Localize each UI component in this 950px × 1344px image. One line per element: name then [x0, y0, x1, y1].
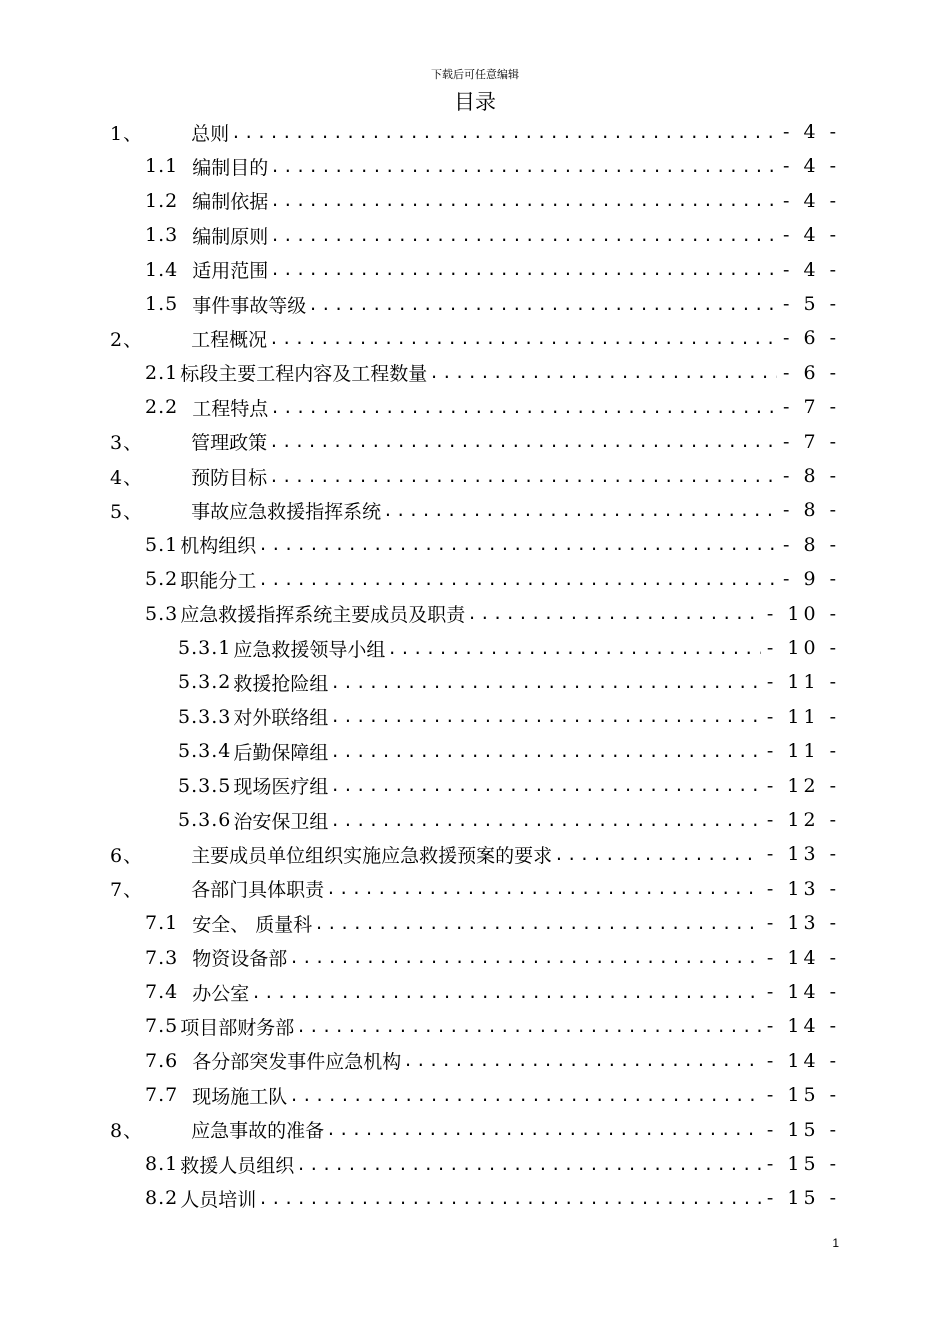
toc-entry[interactable]: [145, 1181, 840, 1215]
toc-entry-label: 编制依据: [192, 191, 269, 214]
toc-leader-dots: [330, 673, 761, 692]
toc-leader-dots: [270, 226, 777, 245]
toc-leader-dots: [326, 1120, 761, 1139]
toc-entry-number: 1.2: [145, 189, 179, 212]
toc-entry-number: 7.7: [145, 1084, 179, 1107]
toc-entry-page: - 15 -: [766, 1187, 840, 1210]
toc-entry[interactable]: [178, 803, 840, 837]
toc-entry[interactable]: [145, 1044, 840, 1078]
toc-entry-number: 5.3.3: [178, 705, 232, 728]
toc-leader-dots: [383, 501, 777, 520]
toc-entry[interactable]: [145, 528, 840, 562]
toc-entry-label: 项目部财务部: [180, 1016, 295, 1039]
toc-leader-dots: [326, 879, 761, 898]
toc-entry-label: 主要成员单位组织实施应急救援预案的要求: [191, 844, 553, 867]
toc-entry-number: 5.3.1: [178, 637, 232, 659]
toc-entry[interactable]: [178, 769, 840, 803]
toc-entry-number: 4、: [110, 466, 144, 489]
toc-entry-page: - 7 -: [782, 430, 840, 453]
toc-entry-page: - 11 -: [766, 740, 840, 763]
toc-leader-dots: [270, 157, 777, 176]
toc-entry-number: 5.3.4: [178, 740, 232, 763]
toc-entry-label: 现场施工队: [192, 1085, 288, 1108]
toc-entry-page: - 5 -: [782, 293, 840, 315]
toc-entry-page: - 13 -: [766, 912, 840, 935]
toc-entry[interactable]: [178, 700, 840, 734]
toc-entry-label: 各部门具体职责: [191, 879, 325, 902]
toc-entry-page: - 4 -: [782, 224, 840, 247]
toc-entry-label: 治安保卫组: [233, 810, 329, 833]
toc-entry-page: - 15 -: [766, 1153, 840, 1175]
toc-entry-number: 1.1: [145, 155, 179, 178]
toc-entry[interactable]: [145, 218, 840, 252]
toc-entry-page: - 6 -: [782, 327, 840, 350]
toc-leader-dots: [296, 1017, 761, 1036]
toc-entry-page: - 4 -: [782, 155, 840, 178]
toc-entry-label: 职能分工: [180, 569, 257, 592]
toc-entry-page: - 4 -: [782, 189, 840, 212]
toc-entry-page: - 11 -: [766, 705, 840, 728]
toc-title: 目录: [454, 90, 496, 114]
toc-entry[interactable]: [145, 975, 840, 1009]
toc-entry-page: - 10 -: [766, 637, 840, 659]
toc-entry[interactable]: [110, 1113, 840, 1147]
toc-entry-number: 1、: [110, 122, 144, 145]
toc-entry-number: 5.1: [145, 533, 179, 556]
toc-entry[interactable]: [110, 459, 840, 493]
toc-entry-label: 物资设备部: [192, 948, 288, 971]
page-number: 1: [832, 1236, 839, 1250]
toc-entry-label: 标段主要工程内容及工程数量: [180, 363, 428, 386]
toc-entry-page: - 12 -: [766, 774, 840, 797]
toc-leader-dots: [330, 742, 761, 761]
toc-leader-dots: [289, 948, 761, 967]
toc-entry-page: - 13 -: [766, 877, 840, 900]
toc-entry-page: - 6 -: [782, 361, 840, 384]
toc-entry-label: 应急救援指挥系统主要成员及职责: [180, 604, 466, 627]
toc-entry-page: - 10 -: [766, 602, 840, 625]
toc-leader-dots: [269, 432, 777, 451]
toc-entry-number: 8.2: [145, 1187, 179, 1210]
toc-entry-label: 预防目标: [191, 466, 268, 489]
toc-leader-dots: [387, 639, 761, 658]
toc-entry-label: 现场医疗组: [233, 776, 329, 799]
toc-entry[interactable]: [145, 906, 840, 940]
toc-entry[interactable]: [110, 493, 840, 527]
toc-entry-page: - 12 -: [766, 809, 840, 831]
toc-entry-number: 5.3.6: [178, 809, 232, 831]
toc-entry[interactable]: [178, 631, 840, 665]
toc-entry-page: - 8 -: [782, 465, 840, 487]
toc-entry[interactable]: [145, 597, 840, 631]
toc-entry-page: - 11 -: [766, 671, 840, 694]
toc-entry-number: 5、: [110, 500, 144, 523]
toc-entry[interactable]: [110, 115, 840, 149]
toc-entry-number: 2、: [110, 328, 144, 351]
toc-entry-label: 救援人员组织: [180, 1154, 295, 1177]
toc-leader-dots: [314, 914, 761, 933]
toc-entry-number: 3、: [110, 432, 144, 455]
toc-entry-label: 适用范围: [192, 260, 269, 283]
toc-entry-label: 机构组织: [180, 535, 257, 558]
toc-entry-label: 事故应急救援指挥系统: [191, 500, 382, 523]
toc-entry-page: - 4 -: [782, 121, 840, 143]
toc-leader-dots: [258, 535, 777, 554]
toc-entry[interactable]: [145, 1009, 840, 1043]
toc-entry[interactable]: [145, 562, 840, 596]
toc-entry-number: 7.1: [145, 912, 179, 935]
toc-entry[interactable]: [145, 184, 840, 218]
toc-leader-dots: [296, 1155, 761, 1174]
toc-entry-number: 1.5: [145, 293, 179, 315]
toc-entry-label: 各分部突发事件应急机构: [192, 1051, 402, 1074]
toc-entry-page: - 9 -: [782, 568, 840, 591]
header-note: 下载后可任意编辑: [431, 68, 519, 81]
toc-entry-number: 8.1: [145, 1153, 179, 1175]
toc-leader-dots: [330, 811, 761, 830]
toc-entry[interactable]: [145, 1078, 840, 1112]
toc-entry-label: 救援抢险组: [233, 672, 329, 695]
toc-entry[interactable]: [178, 665, 840, 699]
toc-entry-page: - 14 -: [766, 946, 840, 969]
toc-entry-number: 7.5: [145, 1015, 179, 1038]
toc-entry[interactable]: [145, 1147, 840, 1181]
toc-entry-number: 2.2: [145, 396, 179, 419]
toc-entry-label: 工程特点: [192, 397, 269, 420]
toc-entry-page: - 15 -: [766, 1084, 840, 1107]
toc-entry[interactable]: [145, 287, 840, 321]
toc-entry-label: 安全、 质量科: [192, 913, 313, 936]
toc-entry-number: 5.2: [145, 568, 179, 591]
toc-entry[interactable]: [110, 425, 840, 459]
toc-entry-label: 人员培训: [180, 1188, 257, 1211]
toc-entry-number: 6、: [110, 844, 144, 867]
toc-entry-page: - 13 -: [766, 843, 840, 866]
toc-leader-dots: [429, 363, 777, 382]
toc-leader-dots: [308, 295, 777, 314]
toc-entry-label: 工程概况: [191, 328, 268, 351]
toc-entry-label: 管理政策: [191, 432, 268, 455]
toc-entry-page: - 15 -: [766, 1118, 840, 1141]
toc-entry-number: 2.1: [145, 361, 179, 384]
toc-entry-label: 事件事故等级: [192, 294, 307, 317]
toc-leader-dots: [269, 467, 777, 486]
toc-leader-dots: [330, 707, 761, 726]
toc-entry[interactable]: [110, 837, 840, 871]
toc-leader-dots: [231, 123, 777, 142]
toc-leader-dots: [403, 1051, 761, 1070]
toc-leader-dots: [258, 570, 777, 589]
toc-leader-dots: [330, 776, 761, 795]
toc-leader-dots: [467, 604, 761, 623]
toc-entry-label: 编制目的: [192, 156, 269, 179]
toc-entry-number: 5.3.5: [178, 774, 232, 797]
toc-entry[interactable]: [145, 390, 840, 424]
toc-leader-dots: [270, 260, 777, 279]
toc-entry-label: 应急救援领导小组: [233, 638, 386, 661]
toc-entry-number: 1.4: [145, 258, 179, 281]
toc-entry-number: 7.4: [145, 981, 179, 1003]
toc-entry[interactable]: [145, 356, 840, 390]
toc-entry-label: 编制原则: [192, 225, 269, 248]
toc-entry[interactable]: [145, 941, 840, 975]
toc-leader-dots: [269, 329, 777, 348]
toc-entry-page: - 14 -: [766, 1049, 840, 1072]
toc-entry[interactable]: [110, 321, 840, 355]
toc-entry-page: - 14 -: [766, 1015, 840, 1038]
toc-entry-label: 总则: [191, 122, 230, 145]
toc-leader-dots: [270, 398, 777, 417]
toc-entry-page: - 8 -: [782, 499, 840, 522]
toc-entry-page: - 4 -: [782, 258, 840, 281]
toc-entry-number: 8、: [110, 1120, 144, 1143]
toc-entry[interactable]: [145, 253, 840, 287]
toc-entry-number: 7、: [110, 879, 144, 902]
toc-entry-label: 后勤保障组: [233, 741, 329, 764]
toc-entry-page: - 8 -: [782, 533, 840, 556]
toc-entry-page: - 14 -: [766, 981, 840, 1003]
toc-leader-dots: [251, 983, 761, 1002]
toc-leader-dots: [554, 845, 761, 864]
toc-entry[interactable]: [178, 734, 840, 768]
toc-entry-page: - 7 -: [782, 396, 840, 419]
toc-entry[interactable]: [110, 872, 840, 906]
toc-entry[interactable]: [145, 149, 840, 183]
toc-entry-label: 对外联络组: [233, 707, 329, 730]
toc-entry-label: 办公室: [192, 982, 250, 1005]
toc-entry-label: 应急事故的准备: [191, 1120, 325, 1143]
toc-leader-dots: [258, 1189, 761, 1208]
toc-entry-number: 1.3: [145, 224, 179, 247]
toc-entry-number: 5.3.2: [178, 671, 232, 694]
toc-entry-number: 7.6: [145, 1049, 179, 1072]
toc-leader-dots: [270, 191, 777, 210]
toc-entry-number: 7.3: [145, 946, 179, 969]
toc-entry-number: 5.3: [145, 602, 179, 625]
toc-leader-dots: [289, 1086, 761, 1105]
